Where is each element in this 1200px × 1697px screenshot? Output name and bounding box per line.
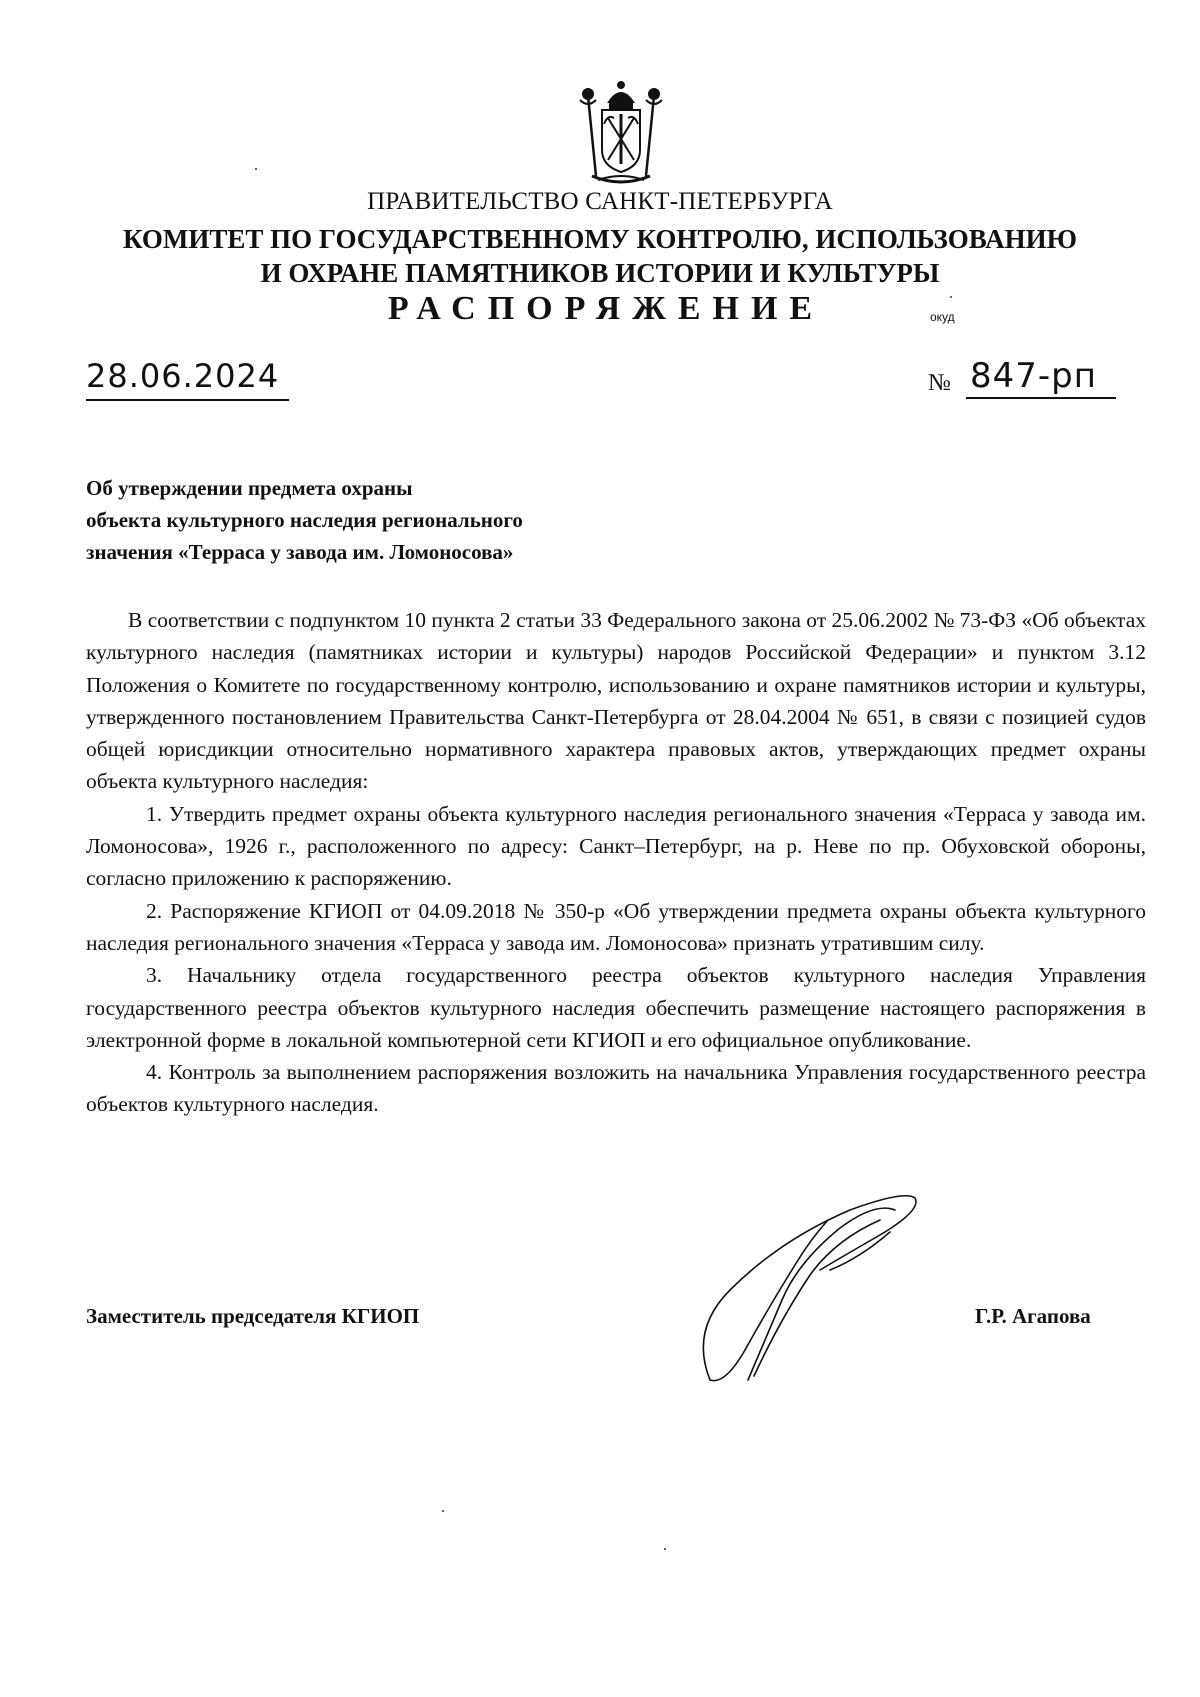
document-body: [86, 604, 1146, 1121]
signer-name: Г.Р. Агапова: [975, 1304, 1091, 1328]
document-type-title: РАСПОРЯЖЕНИЕ: [387, 290, 825, 327]
subject-line-1: Об утверждении предмета охраны: [86, 476, 413, 500]
scan-speck: [950, 296, 952, 298]
committee-line-2: И ОХРАНЕ ПАМЯТНИКОВ ИСТОРИИ И КУЛЬТУРЫ: [260, 258, 940, 288]
saint-petersburg-coat-of-arms-icon: [574, 80, 668, 184]
order-item-2: 2. Распоряжение КГИОП от 04.09.2018 № 350-р «Об утверждении предмета охраны объекта культурного наследия регионального значения «Терраса у завода им. Ломоносова» признать утратившим силу.: [86, 898, 1146, 955]
scan-speck: [664, 1548, 666, 1550]
order-item-1: 1. Утвердить предмет охраны объекта культурного наследия регионального значения «Терраса у завода им. Ломоносова», 1926 г., расположенного по адресу: Санкт–Петербург, на р. Неве по пр. Обуховской обороны, согласно приложению к распоряжению.: [86, 801, 1146, 891]
order-item-3: 3. Начальнику отдела государственного реестра объектов культурного наследия Управления государственного реестра объектов культурного наследия обеспечить размещение настоящего распоряжения в электронной форме в локальной компьютерной сети КГИОП и его официальное опубликование.: [86, 963, 1146, 1052]
document-date: 28.06.2024: [86, 355, 289, 401]
handwritten-signature-icon: [690, 1180, 950, 1390]
government-name: ПРАВИТЕЛЬСТВО САНКТ-ПЕТЕРБУРГА: [367, 188, 833, 215]
committee-line-1: КОМИТЕТ ПО ГОСУДАРСТВЕННОМУ КОНТРОЛЮ, ИСПОЛЬЗОВАНИЮ: [123, 224, 1077, 254]
signer-position: Заместитель председателя КГИОП: [86, 1304, 420, 1328]
preamble-paragraph: В соответствии с подпунктом 10 пункта 2 статьи 33 Федерального закона от 25.06.2002 № 73-ФЗ «Об объектах культурного наследия (памятниках истории и культуры) народов Российской Федерации» и пунктом 3.12 Положения о Комитете по государственному контролю, использованию и охране памятников истории и культуры, утвержденного постановлением Правительства Санкт-Петербурга от 28.04.2004 № 651, в связи с позицией судов общей юрисдикции относительно нормативного характера правовых актов, утверждающих предмет охраны объекта культурного наследия:: [86, 608, 1146, 794]
subject-line-3: значения «Терраса у завода им. Ломоносова»: [86, 540, 514, 564]
scan-speck: [255, 168, 257, 170]
subject-line-2: объекта культурного наследия регионального: [86, 508, 523, 532]
order-item-4: 4. Контроль за выполнением распоряжения возложить на начальника Управления государственного реестра объектов культурного наследия.: [86, 1060, 1146, 1117]
okud-label: окуд: [930, 310, 955, 324]
scan-speck: [442, 1510, 444, 1512]
document-number: 847-рп: [966, 355, 1116, 399]
number-prefix: №: [928, 370, 951, 396]
document-subject: [86, 472, 786, 568]
committee-name: [0, 222, 1200, 290]
